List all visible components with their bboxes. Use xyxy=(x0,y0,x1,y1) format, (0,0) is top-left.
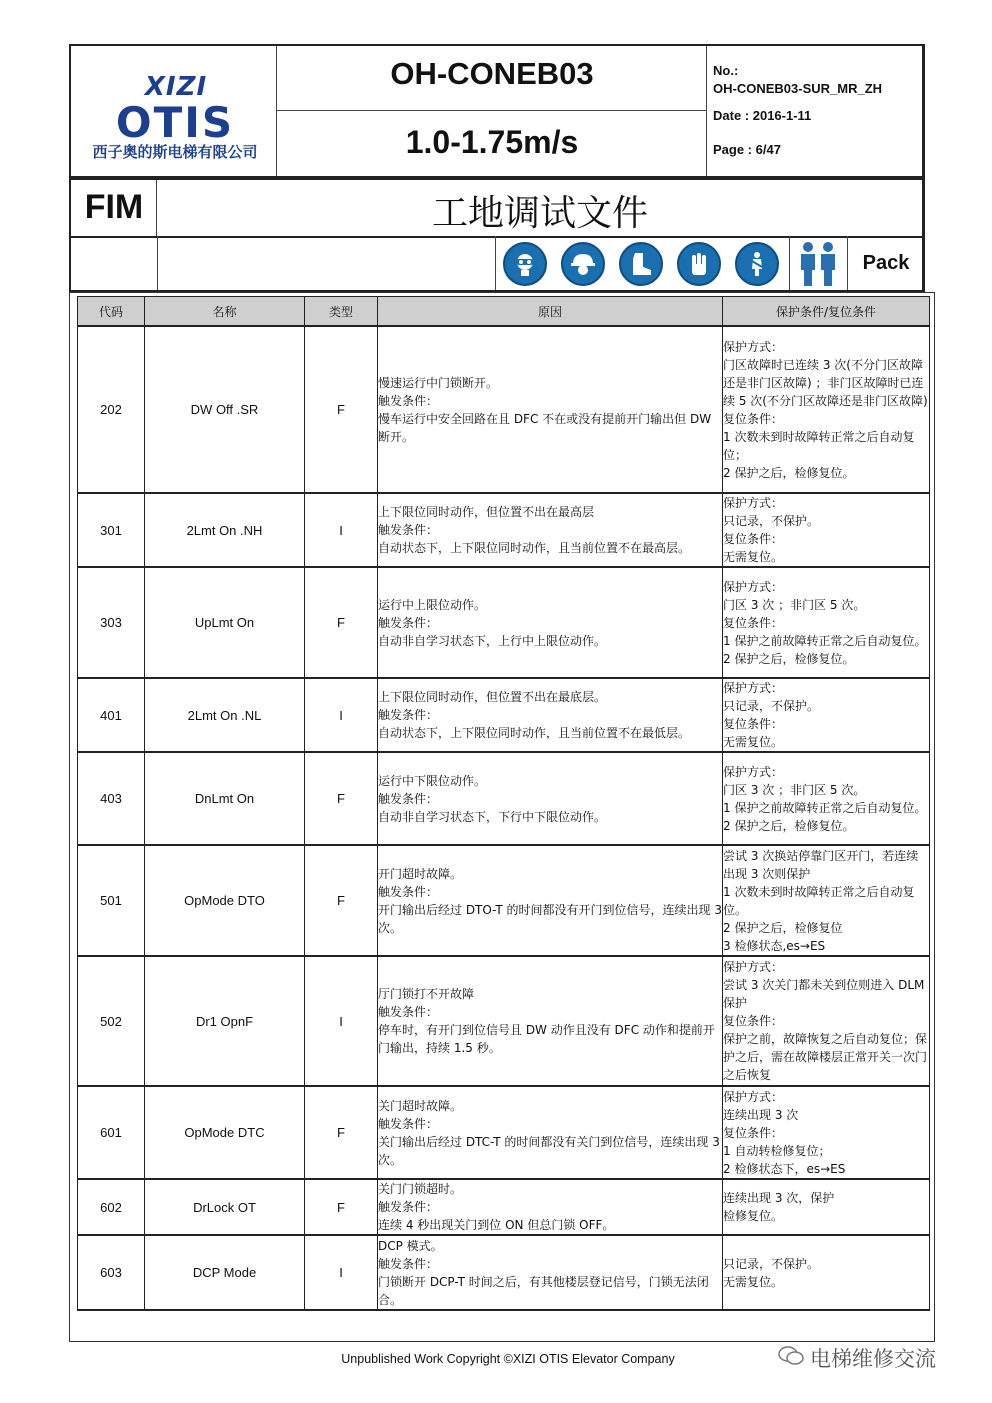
fault-name: UpLmt On xyxy=(145,567,305,678)
logo-otis: OTIS xyxy=(115,98,235,147)
divider xyxy=(789,236,790,290)
table-row xyxy=(78,326,930,493)
protection-line: 保护方式： xyxy=(723,579,784,594)
protection-line: 复位条件： xyxy=(723,1125,784,1140)
cause-line: 触发条件： xyxy=(378,884,439,899)
protection-line: 复位条件： xyxy=(723,532,784,546)
fault-cause xyxy=(378,326,723,493)
protection-line: 保护方式： xyxy=(723,681,784,695)
fault-protection xyxy=(723,326,930,493)
fault-type: I xyxy=(305,493,378,567)
copyright-notice: Unpublished Work Copyright ©XIZI OTIS Elevator Company xyxy=(341,1352,675,1366)
protection-line: 1 自动转检修复位； xyxy=(723,1143,831,1158)
helmet-icon xyxy=(561,242,605,286)
cause-line: 停车时，有开门到位信号且 DW 动作且没有 DFC 动作和提前开门输出，持续 1.5 秒。 xyxy=(378,1023,715,1055)
fault-type: I xyxy=(305,1235,378,1310)
protection-line: 保护方式： xyxy=(723,960,784,974)
harness-icon xyxy=(735,242,779,286)
fim-cell xyxy=(71,180,157,236)
logo-cell xyxy=(71,46,277,176)
protection-line: 1 次数未到时故障转正常之后自动复位； xyxy=(723,429,915,462)
protection-line: 2 保护之后，检修复位。 xyxy=(723,465,855,480)
protection-line: 无需复位。 xyxy=(723,1274,784,1289)
cause-line: 运行中下限位动作。 xyxy=(378,773,487,788)
fault-cause xyxy=(378,1179,723,1235)
doc-number: OH-CONEB03-SUR_MR_ZH xyxy=(713,81,883,96)
fault-protection xyxy=(723,1235,930,1310)
protection-line: 无需复位。 xyxy=(723,735,784,749)
cause-line: 自动状态下，上下限位同时动作，且当前位置不在最低层。 xyxy=(378,726,691,740)
protection-line: 复位条件： xyxy=(723,615,784,630)
cause-line: 触发条件： xyxy=(378,1116,439,1131)
fault-protection xyxy=(723,567,930,678)
doc-id: OH-CONEB03 xyxy=(390,56,594,91)
protection-line: 只记录，不保护。 xyxy=(723,514,820,528)
protection-line: 3 检修状态,es→ES xyxy=(723,938,826,953)
fault-type: F xyxy=(305,1086,378,1179)
protection-line: 1 次数未到时故障转正常之后自动复位。 xyxy=(723,884,915,917)
document-header xyxy=(69,44,925,178)
fault-protection xyxy=(723,678,930,752)
protection-line: 尝试 3 次关门都未关到位则进入 DLM 保护 xyxy=(723,978,925,1010)
col-header-type: 类型 xyxy=(305,297,378,327)
protection-line: 门区故障时已连续 3 次(不分门区故障还是非门区故障) ；非门区故障时已连续 5 次(不分门区故障还是非门区故障) xyxy=(723,357,928,408)
doc-number-label: No.: xyxy=(713,63,739,78)
fault-code: 202 xyxy=(78,326,145,493)
fault-name: 2Lmt On .NL xyxy=(145,678,305,752)
fault-code: 401 xyxy=(78,678,145,752)
fault-code: 301 xyxy=(78,493,145,567)
cause-line: 触发条件： xyxy=(378,1005,439,1019)
fault-cause xyxy=(378,567,723,678)
speed-range: 1.0-1.75m/s xyxy=(405,124,579,160)
protection-line: 门区 3 次 ；非门区 5 次。 xyxy=(723,782,866,797)
fault-cause xyxy=(378,956,723,1086)
fault-name: OpMode DTC xyxy=(145,1086,305,1179)
protection-line: 1 保护之前故障转正常之后自动复位。 xyxy=(723,800,927,815)
fault-type: F xyxy=(305,845,378,956)
fault-type: I xyxy=(305,956,378,1086)
protection-line: 检修复位。 xyxy=(723,1209,784,1223)
cause-line: 触发条件： xyxy=(378,523,439,537)
page-number: Page : 6/47 xyxy=(713,142,781,157)
divider xyxy=(495,236,496,290)
table-row xyxy=(78,678,930,752)
protection-line: 保护方式： xyxy=(723,764,784,779)
protection-line: 门区 3 次 ；非门区 5 次。 xyxy=(723,597,866,612)
cause-line: 厅门锁打不开故障 xyxy=(378,987,475,1001)
fault-cause xyxy=(378,1235,723,1310)
cause-line: 连续 4 秒出现关门到位 ON 但总门锁 OFF。 xyxy=(378,1218,615,1232)
protection-line: 保护方式： xyxy=(723,496,784,510)
fault-cause xyxy=(378,493,723,567)
cause-line: 自动非自学习状态下，上行中上限位动作。 xyxy=(378,633,607,648)
goggles-icon xyxy=(503,242,547,286)
protection-line: 2 保护之后，检修复位。 xyxy=(723,818,855,833)
fault-code: 502 xyxy=(78,956,145,1086)
table-row xyxy=(78,956,930,1086)
fault-type: F xyxy=(305,326,378,493)
fault-cause xyxy=(378,752,723,845)
watermark-text: 电梯维修交流 xyxy=(810,1347,936,1371)
protection-line: 复位条件： xyxy=(723,717,784,731)
cause-line: 关门输出后经过 DTC-T 的时间都没有关门到位信号，连续出现 3 次。 xyxy=(378,1134,720,1167)
table-header-row xyxy=(78,297,930,327)
fault-code: 603 xyxy=(78,1235,145,1310)
table-row xyxy=(78,493,930,567)
cause-line: 关门门锁超时。 xyxy=(378,1182,463,1196)
cause-line: 自动非自学习状态下，下行中下限位动作。 xyxy=(378,809,607,824)
table-row xyxy=(78,567,930,678)
fault-name: OpMode DTO xyxy=(145,845,305,956)
fault-protection xyxy=(723,493,930,567)
fault-protection xyxy=(723,752,930,845)
cause-line: 关门超时故障。 xyxy=(378,1098,463,1113)
cause-line: 开门输出后经过 DTO-T 的时间都没有开门到位信号，连续出现 3 次。 xyxy=(378,902,722,935)
fault-type: F xyxy=(305,752,378,845)
safety-icon-bar xyxy=(69,236,925,292)
table-row xyxy=(78,752,930,845)
fault-name: DCP Mode xyxy=(145,1235,305,1310)
protection-line: 只记录，不保护。 xyxy=(723,1256,820,1271)
chat-bubble-icon xyxy=(778,1345,804,1372)
logo-xizi: XIZI xyxy=(144,72,208,102)
col-header-name: 名称 xyxy=(145,297,305,327)
fault-protection xyxy=(723,956,930,1086)
fault-code: 501 xyxy=(78,845,145,956)
two-persons-icon xyxy=(795,240,841,288)
fault-type: F xyxy=(305,1179,378,1235)
fault-name: DW Off .SR xyxy=(145,326,305,493)
fault-name: DrLock OT xyxy=(145,1179,305,1235)
protection-line: 复位条件： xyxy=(723,1014,784,1028)
protection-line: 复位条件： xyxy=(723,411,784,426)
table-row xyxy=(78,845,930,956)
cause-line: 触发条件： xyxy=(378,393,439,408)
table-row xyxy=(78,1086,930,1179)
col-header-cause: 原因 xyxy=(378,297,723,327)
cause-line: 慢速运行中门锁断开。 xyxy=(378,375,499,390)
protection-line: 只记录，不保护。 xyxy=(723,699,820,713)
protection-line: 2 检修状态下，es→ES xyxy=(723,1161,846,1176)
fault-protection xyxy=(723,1086,930,1179)
fault-code: 602 xyxy=(78,1179,145,1235)
protection-line: 无需复位。 xyxy=(723,550,784,564)
cause-line: 上下限位同时动作，但位置不出在最高层 xyxy=(378,505,595,519)
protection-line: 连续出现 3 次，保护 xyxy=(723,1191,835,1205)
watermark xyxy=(778,1343,978,1373)
protection-line: 连续出现 3 次 xyxy=(723,1107,799,1122)
divider xyxy=(157,236,158,290)
cause-line: DCP 模式。 xyxy=(378,1238,443,1253)
fault-name: 2Lmt On .NH xyxy=(145,493,305,567)
fault-code: 403 xyxy=(78,752,145,845)
cause-line: 开门超时故障。 xyxy=(378,866,463,881)
col-header-protection: 保护条件/复位条件 xyxy=(723,297,930,327)
cause-line: 触发条件： xyxy=(378,615,439,630)
company-name: 西子奥的斯电梯有限公司 xyxy=(92,143,258,161)
table-body xyxy=(78,326,930,1310)
doc-id-cell xyxy=(277,46,707,176)
cause-line: 触发条件： xyxy=(378,708,439,722)
protection-line: 1 保护之前故障转正常之后自动复位。 xyxy=(723,633,927,648)
fault-name: DnLmt On xyxy=(145,752,305,845)
fim-label: FIM xyxy=(84,188,144,226)
protection-line: 尝试 3 次换站停靠门区开门，若连续出现 3 次则保护 xyxy=(723,848,919,881)
doc-date: Date : 2016-1-11 xyxy=(713,108,812,123)
safety-boot-icon xyxy=(619,242,663,286)
fault-code: 601 xyxy=(78,1086,145,1179)
fault-name: Dr1 OpnF xyxy=(145,956,305,1086)
cause-line: 触发条件： xyxy=(378,1200,439,1214)
cause-line: 慢车运行中安全回路在且 DFC 不在或没有提前开门输出但 DW 断开。 xyxy=(378,411,712,444)
fault-table xyxy=(77,296,930,1311)
protection-line: 保护之前，故障恢复之后自动复位；保护之后，需在故障楼层正常开关一次门之后恢复 xyxy=(723,1032,928,1082)
fault-type: F xyxy=(305,567,378,678)
protection-line: 保护方式： xyxy=(723,1089,784,1104)
fault-protection xyxy=(723,845,930,956)
protection-line: 2 保护之后，检修复位 xyxy=(723,920,843,935)
table-row xyxy=(78,1235,930,1310)
cause-line: 上下限位同时动作，但位置不出在最底层。 xyxy=(378,690,607,704)
cause-line: 运行中上限位动作。 xyxy=(378,597,487,612)
protection-line: 2 保护之后，检修复位。 xyxy=(723,651,855,666)
col-header-code: 代码 xyxy=(78,297,145,327)
fault-cause xyxy=(378,845,723,956)
pack-label: Pack xyxy=(862,252,910,274)
table-row xyxy=(78,1179,930,1235)
fault-code: 303 xyxy=(78,567,145,678)
document-title: 工地调试文件 xyxy=(431,193,648,234)
fault-protection xyxy=(723,1179,930,1235)
cause-line: 触发条件： xyxy=(378,791,439,806)
fault-cause xyxy=(378,678,723,752)
cause-line: 门锁断开 DCP-T 时间之后，有其他楼层登记信号，门锁无法闭合。 xyxy=(378,1274,709,1307)
cause-line: 自动状态下，上下限位同时动作，且当前位置不在最高层。 xyxy=(378,541,691,555)
divider xyxy=(847,236,848,290)
fault-cause xyxy=(378,1086,723,1179)
gloves-icon xyxy=(677,242,721,286)
title-bar xyxy=(69,178,925,238)
cause-line: 触发条件： xyxy=(378,1256,439,1271)
fault-type: I xyxy=(305,678,378,752)
divider xyxy=(277,110,707,111)
protection-line: 保护方式： xyxy=(723,339,784,354)
